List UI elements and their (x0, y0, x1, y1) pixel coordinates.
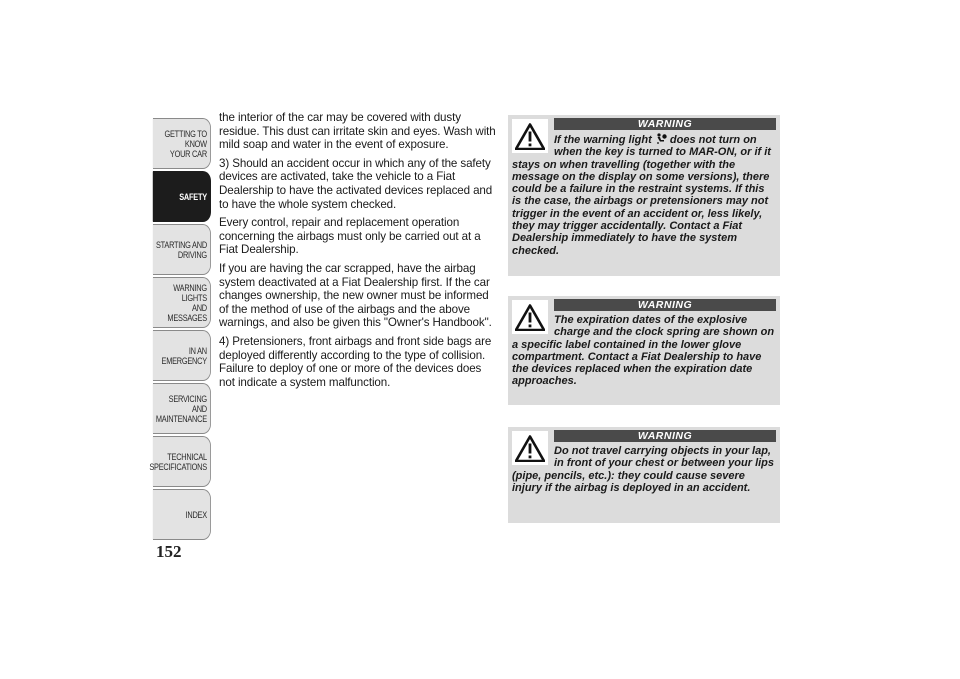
page-number: 152 (156, 542, 182, 561)
tab-starting-driving[interactable]: STARTING AND DRIVING (153, 224, 211, 275)
airbag-warning-icon (655, 133, 667, 144)
paragraph: Every control, repair and replacement operation concerning the airbags must only be carried out at a Fiat Dealership. (219, 216, 481, 257)
paragraph: If you are having the car scrapped, have the airbag system deactivated at a Fiat Dealership first. If the car changes ownership, the new owner must be informed of the method of use of the airbags and the above warnings, and also be given this "Owner's Handbook". (219, 261, 492, 330)
warning-title: WARNING (554, 430, 776, 442)
tab-servicing[interactable]: SERVICING AND MAINTENANCE (153, 383, 211, 434)
warning-title: WARNING (554, 118, 776, 130)
tab-getting-to-know[interactable]: GETTING TO KNOW YOUR CAR (153, 118, 211, 169)
tab-warning-lights[interactable]: WARNING LIGHTS AND MESSAGES (153, 277, 211, 328)
warning-box (508, 427, 780, 523)
warning-text: Do not travel carrying objects in your lap, in front of your chest or between your lips (pipe, pencils, etc.): they could cause severe injury if the airbag is deployed in an accident. (512, 445, 775, 494)
paragraph: 3) Should an accident occur in which any of the safety devices are activated, take the vehicle to a Fiat Dealership to have the activated devices replaced and to have the whole system checked. (219, 156, 493, 211)
tab-safety[interactable]: SAFETY (153, 171, 211, 222)
warning-title: WARNING (554, 299, 776, 311)
warning-triangle-icon (512, 431, 548, 465)
warning-triangle-icon (512, 300, 548, 334)
warning-text: The expiration dates of the explosive charge and the clock spring are shown on a specific label contained in the lower glove compartment. Contact a Fiat Dealership to have the devices replaced when the expiration date approaches. (512, 314, 775, 388)
warning-box (508, 296, 780, 405)
tab-index[interactable]: INDEX (153, 489, 211, 540)
chapter-tabs (140, 118, 211, 542)
warning-triangle-icon (512, 119, 548, 153)
warning-text: If the warning light does not turn on when the key is turned to MAR-ON, or if it stays on when travelling (together with the message on the display on some versions), there could be a failure in the restraint systems. If this is the case, the airbags or pretensioners may not trigger in the event of an accident or, less likely, they may trigger accidentally. Contact a Fiat Dealership immediately to have the system checked. (512, 134, 771, 257)
warning-box (508, 115, 780, 276)
paragraph: 4) Pretensioners, front airbags and front side bags are deployed differently according to the type of collision. Failure to deploy of one or more of the devices does not indicate a system malfunction. (219, 334, 492, 389)
tab-technical-specs[interactable]: TECHNICAL SPECIFICATIONS (153, 436, 211, 487)
paragraph: the interior of the car may be covered with dusty residue. This dust can irritate skin and eyes. Wash with mild soap and water in the event of exposure. (219, 111, 496, 152)
tab-emergency[interactable]: IN AN EMERGENCY (153, 330, 211, 381)
body-text (219, 111, 499, 394)
